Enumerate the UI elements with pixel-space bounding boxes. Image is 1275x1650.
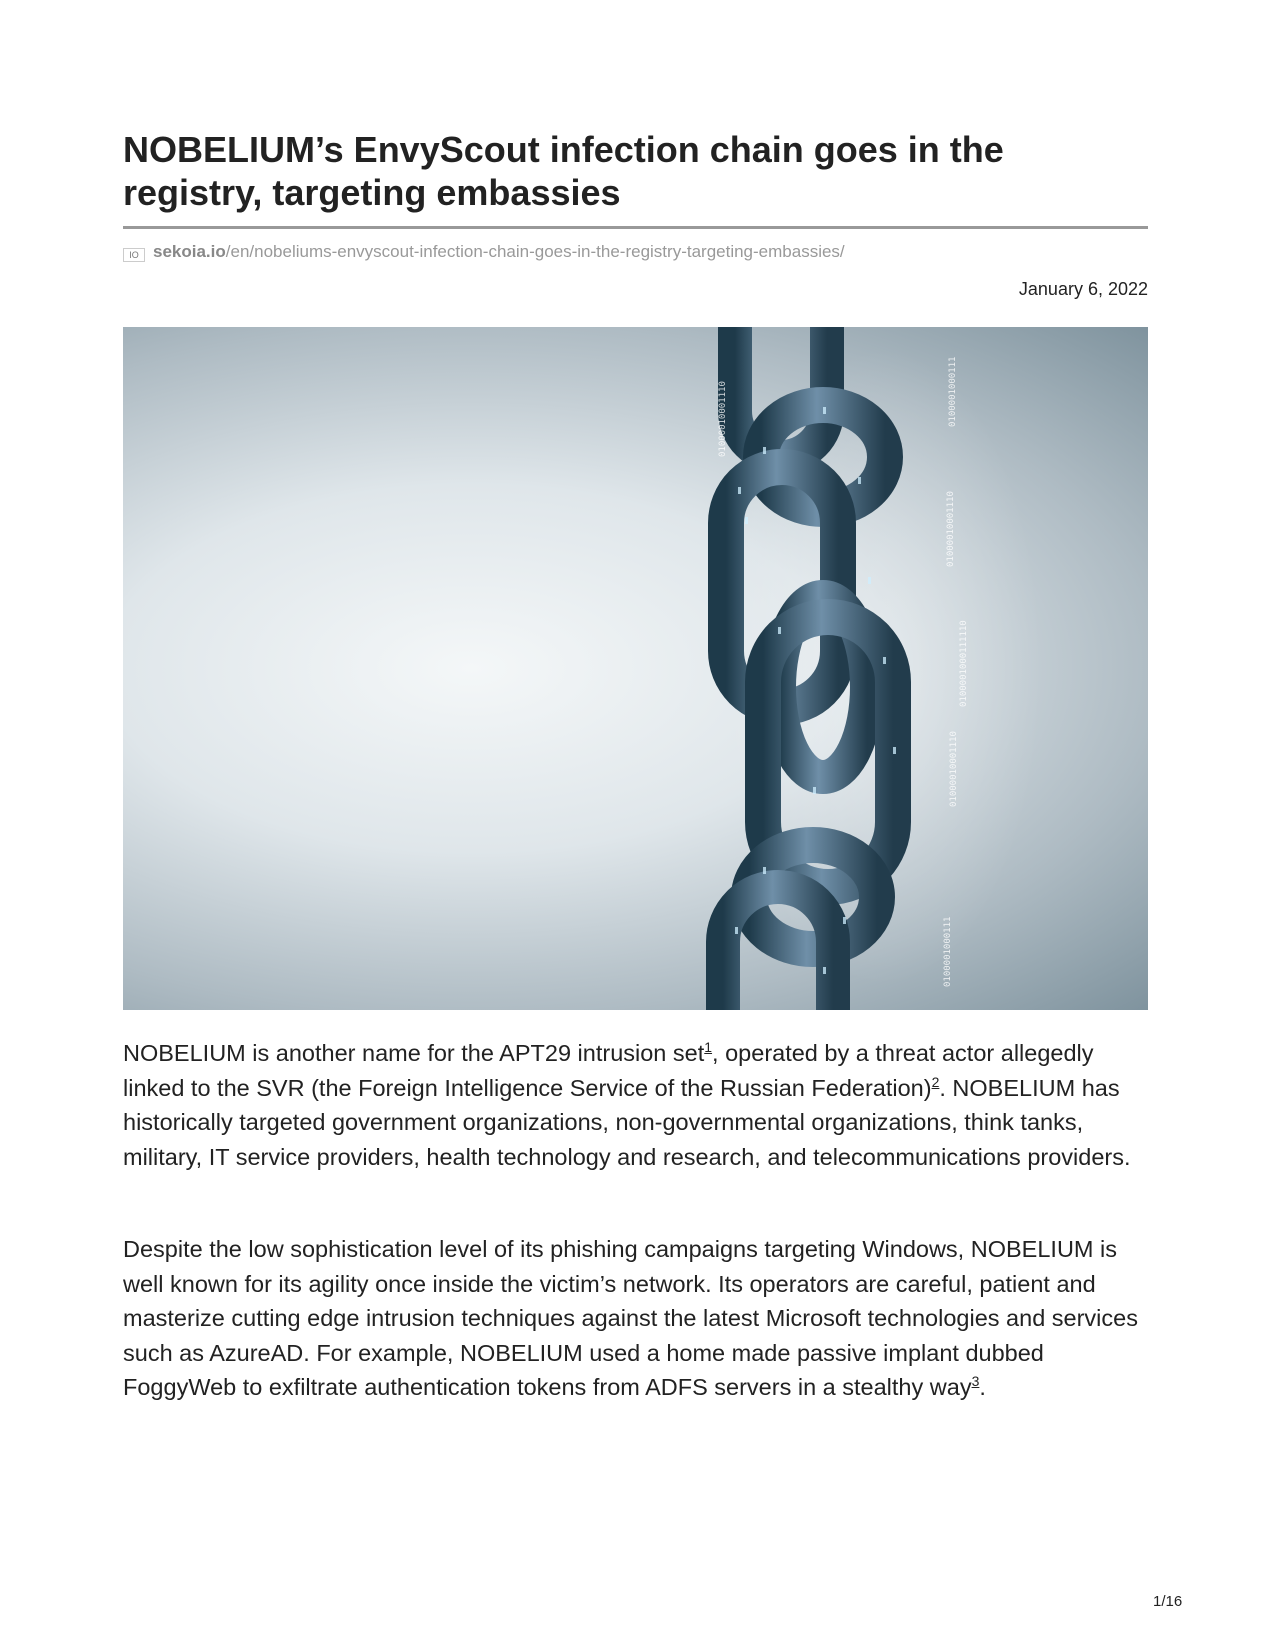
paragraph-text: , operated by a threat actor allegedly linked to the SVR (the Foreign Intelligence Service of the Russian Federation) — [123, 1040, 1094, 1101]
publish-date: January 6, 2022 — [1018, 279, 1148, 299]
paragraph-2 — [123, 1232, 1148, 1405]
paragraph-1 — [123, 1036, 1148, 1174]
article-title: NOBELIUM’s EnvyScout infection chain goes in the registry, targeting embassies — [123, 129, 1004, 213]
binary-text: 0100001000111 — [948, 356, 958, 427]
site-favicon-icon: IO — [123, 248, 145, 262]
binary-text: 0100001000111 — [943, 916, 953, 987]
source-domain[interactable]: sekoia.io — [153, 242, 226, 261]
page-number: 1/16 — [1153, 1593, 1183, 1610]
paragraph-text: Despite the low sophistication level of its phishing campaigns targeting Windows, NOBELIUM is well known for its agility once inside the victim’s network. Its operators are careful, patient and masterize cutting edge intrusion techniques against the latest Microsoft technologies and services such as AzureAD. For example, NOBELIUM used a home made passive implant dubbed FoggyWeb to exfiltrate authentication tokens from ADFS servers in a stealthy way — [123, 1236, 1138, 1400]
paragraph-text: . NOBELIUM has historically targeted government organizations, non-governmental organizations, think tanks, military, IT service providers, health technology and research, and telecommunications providers. — [123, 1074, 1131, 1170]
paragraph-text: . — [979, 1374, 986, 1400]
title-divider — [123, 226, 1148, 229]
footnote-link-3[interactable]: 3 — [971, 1373, 980, 1390]
source-url[interactable] — [123, 241, 845, 263]
hero-image — [123, 327, 1148, 1010]
footnote-link-2[interactable]: 2 — [931, 1073, 940, 1090]
binary-chain-image-icon — [123, 327, 1148, 1010]
binary-text: 01000010001110 — [946, 491, 956, 567]
binary-text: 01000010001110 — [718, 381, 728, 457]
footnote-link-1[interactable]: 1 — [704, 1039, 713, 1056]
source-path[interactable]: /en/nobeliums-envyscout-infection-chain-goes-in-the-registry-targeting-embassies/ — [225, 242, 845, 261]
binary-text: 0100001000111110 — [959, 620, 969, 707]
paragraph-text: NOBELIUM is another name for the APT29 intrusion set — [123, 1040, 705, 1066]
binary-text: 01000010001110 — [949, 731, 959, 807]
